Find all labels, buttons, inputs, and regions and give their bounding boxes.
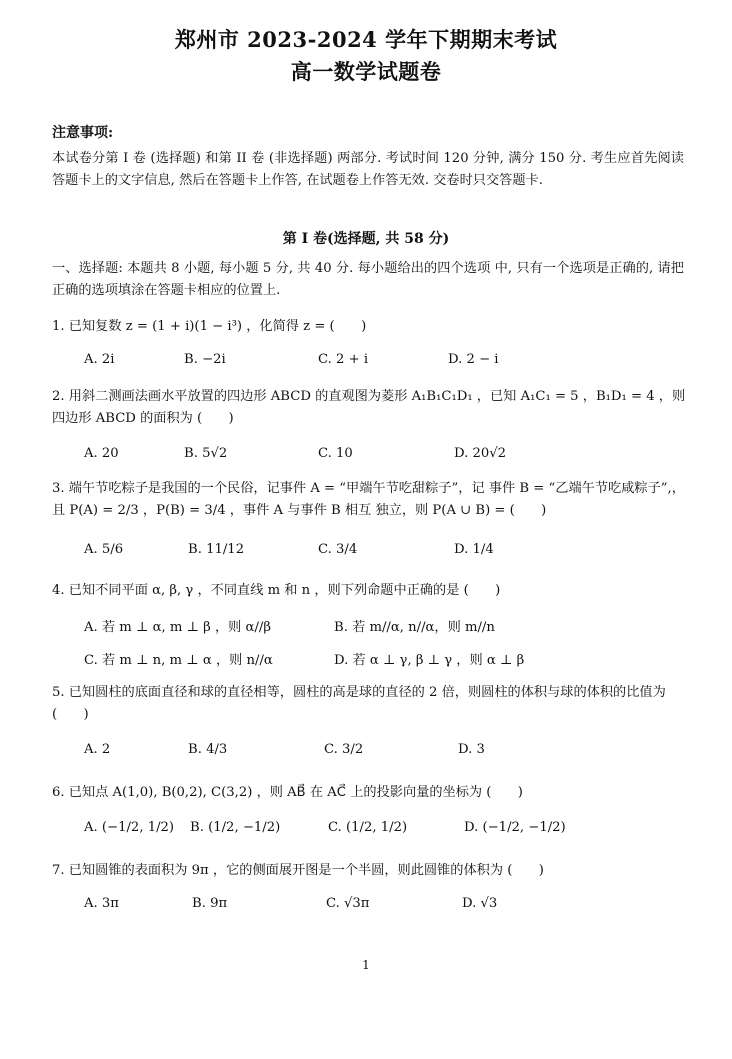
q7-option-d: D. √3: [462, 896, 498, 911]
section-intro: 一、选择题: 本题共 8 小题, 每小题 5 分, 共 40 分. 每小题给出的四个选项 中, 只有一个选项是正确的, 请把正确的选项填涂在答题卡相应的位置上.: [52, 261, 684, 298]
question-5-stem: 5. 已知圆柱的底面直径和球的直径相等，圆柱的高是球的直径的 2 倍，则圆柱的体积与球的体积的比值为 ( ): [52, 685, 666, 722]
q4-option-b: B. 若 m//α, n//α，则 m//n: [334, 620, 495, 635]
q1-option-a: A. 2i: [84, 352, 115, 367]
q6-option-c: C. (1/2, 1/2): [328, 820, 408, 835]
q4-option-d: D. 若 α ⊥ γ, β ⊥ γ ，则 α ⊥ β: [334, 653, 525, 668]
question-3-stem: 3. 端午节吃粽子是我国的一个民俗，记事件 A = “甲端午节吃甜粽子”，记 事件 B = “乙端午节吃咸粽子”,，且 P(A) = 2/3 ，P(B) = 3/4 ，事件 A 与事件 B 相互 独立，则 P(A ∪ B) = ( ): [52, 481, 685, 518]
q2-option-a: A. 20: [84, 446, 119, 461]
q4-option-a: A. 若 m ⊥ α, m ⊥ β ，则 α//β: [84, 620, 271, 635]
q3-option-b: B. 11/12: [188, 542, 245, 557]
q5-option-a: A. 2: [84, 742, 111, 757]
q5-option-b: B. 4/3: [188, 742, 228, 757]
page-number: 1: [362, 958, 370, 972]
exam-title: 郑州市 2023-2024 学年下期期末考试: [174, 27, 558, 52]
q3-option-d: D. 1/4: [454, 542, 494, 557]
q1-option-b: B. −2i: [184, 352, 226, 367]
q1-option-d: D. 2 − i: [448, 352, 499, 367]
q1-option-c: C. 2 + i: [318, 352, 369, 367]
notice-text: 本试卷分第 I 卷 (选择题) 和第 II 卷 (非选择题) 两部分. 考试时间 120 分钟, 满分 150 分. 考生应首先阅读答题卡上的文字信息, 然后在答题卡上作答, 在试题卷上作答无效. 交卷时只交答题卡.: [52, 151, 684, 188]
question-4-stem: 4. 已知不同平面 α, β, γ ，不同直线 m 和 n ，则下列命题中正确的是 ( ): [52, 583, 501, 598]
q5-option-c: C. 3/2: [324, 742, 364, 757]
q2-option-c: C. 10: [318, 446, 353, 461]
question-1-stem: 1. 已知复数 z = (1 + i)(1 − i³) ，化简得 z = ( ): [52, 319, 367, 334]
question-2-stem: 2. 用斜二测画法画水平放置的四边形 ABCD 的直观图为菱形 A₁B₁C₁D₁ ，已知 A₁C₁ = 5 ，B₁D₁ = 4 ，则四边形 ABCD 的面积为 ( ): [52, 389, 686, 426]
section-heading: 第 I 卷(选择题, 共 58 分): [282, 231, 450, 247]
q7-option-a: A. 3π: [84, 896, 119, 911]
question-6-stem: 6. 已知点 A(1,0), B(0,2), C(3,2) ，则 AB⃗ 在 AC⃗ 上的投影向量的坐标为 ( ): [52, 785, 523, 800]
q2-option-b: B. 5√2: [184, 446, 228, 461]
q7-option-b: B. 9π: [192, 896, 228, 911]
q6-option-a: A. (−1/2, 1/2): [84, 820, 175, 835]
q6-option-b: B. (1/2, −1/2): [190, 820, 281, 835]
notice-heading: 注意事项:: [52, 125, 114, 141]
q2-option-d: D. 20√2: [454, 446, 507, 461]
q3-option-a: A. 5/6: [84, 542, 124, 557]
q4-option-c: C. 若 m ⊥ n, m ⊥ α ，则 n//α: [84, 653, 273, 668]
exam-subtitle: 高一数学试题卷: [290, 59, 442, 84]
question-7-stem: 7. 已知圆锥的表面积为 9π ，它的侧面展开图是一个半圆，则此圆锥的体积为 ( ): [52, 863, 544, 878]
q6-option-d: D. (−1/2, −1/2): [464, 820, 566, 835]
q3-option-c: C. 3/4: [318, 542, 358, 557]
q5-option-d: D. 3: [458, 742, 485, 757]
q7-option-c: C. √3π: [326, 896, 370, 911]
